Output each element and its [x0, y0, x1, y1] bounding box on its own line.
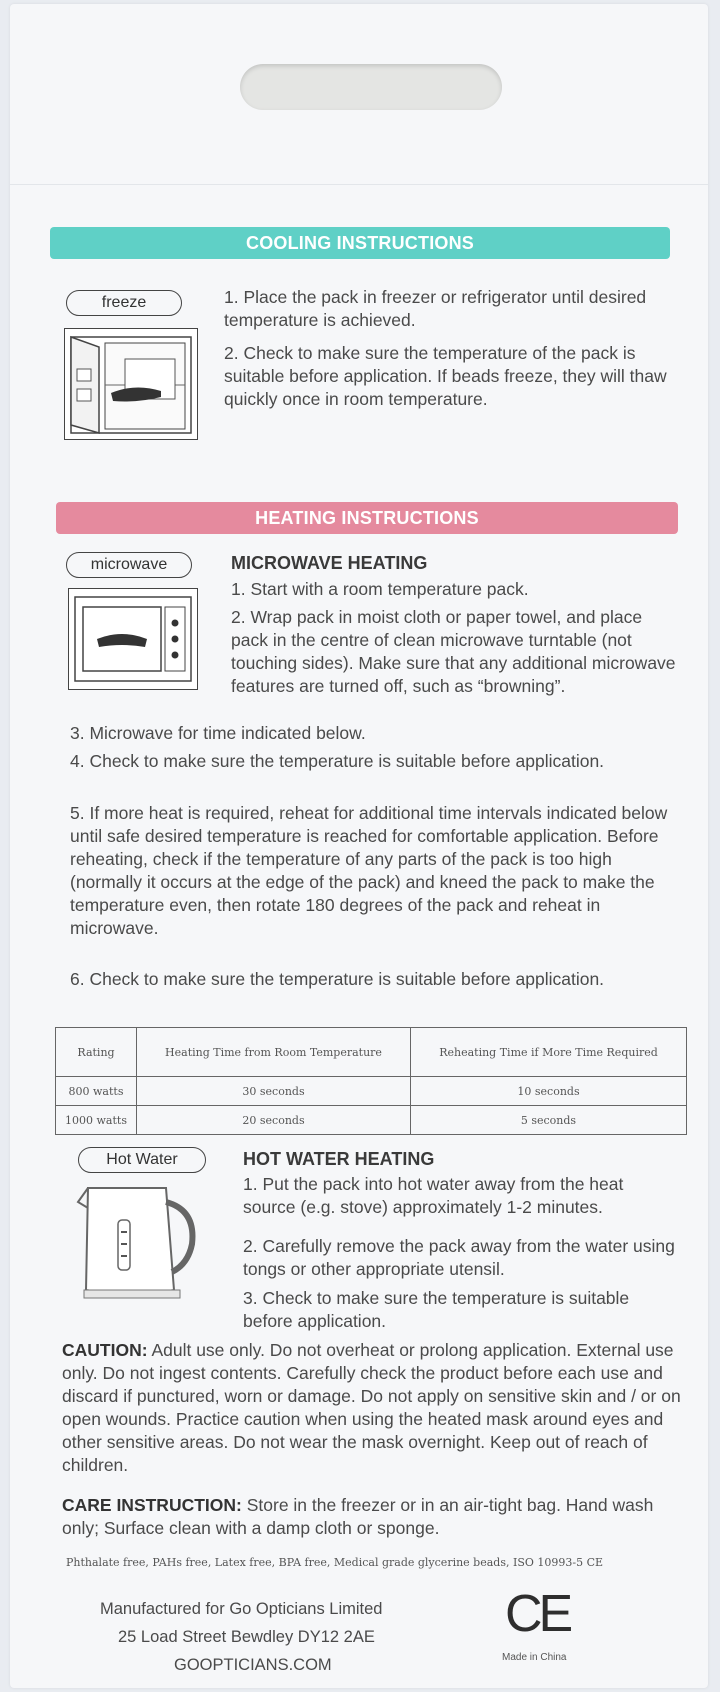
table-header: Rating	[56, 1028, 137, 1077]
freezer-icon	[64, 328, 198, 440]
table-cell: 30 seconds	[137, 1077, 411, 1106]
hot-water-step-2: 2. Carefully remove the pack away from the water using tongs or other appropriate utensil.	[243, 1236, 675, 1279]
microwave-step-4: 4. Check to make sure the temperature is suitable before application.	[70, 751, 605, 771]
table-row	[56, 1106, 687, 1135]
manufacturer-line: Manufactured for Go Opticians Limited	[100, 1600, 383, 1618]
hot-water-label	[78, 1147, 206, 1173]
table-cell: 5 seconds	[410, 1106, 686, 1135]
materials-note: Phthalate free, PAHs free, Latex free, BPA free, Medical grade glycerine beads, ISO 10993-5 CE	[66, 1556, 604, 1569]
cooling-step-1: 1. Place the pack in freezer or refrigerator until desired temperature is achieved.	[224, 287, 647, 330]
care-text	[62, 1494, 662, 1540]
care-label: CARE INSTRUCTION:	[62, 1495, 242, 1515]
table-header-row	[56, 1028, 687, 1077]
cooling-step-2: 2. Check to make sure the temperature of the pack is suitable before application. If beads freeze, they will thaw quickly once in room temperature.	[224, 343, 667, 409]
table-cell: 800 watts	[56, 1077, 137, 1106]
hot-water-step-1: 1. Put the pack into hot water away from the heat source (e.g. stove) approximately 1-2 minutes.	[243, 1174, 624, 1217]
table-header: Reheating Time if More Time Required	[410, 1028, 686, 1077]
kettle-icon	[74, 1180, 204, 1302]
microwave-icon	[68, 588, 198, 690]
microwave-heading: MICROWAVE HEATING	[231, 553, 428, 573]
website-line: GOOPTICIANS.COM	[174, 1656, 332, 1674]
caution-text	[62, 1339, 682, 1477]
cooling-instructions-bar	[50, 227, 670, 259]
table-cell: 10 seconds	[410, 1077, 686, 1106]
hang-hole	[240, 64, 502, 110]
hot-water-step-3: 3. Check to make sure the temperature is suitable before application.	[243, 1288, 630, 1331]
address-line: 25 Load Street Bewdley DY12 2AE	[118, 1628, 375, 1646]
microwave-step-5: 5. If more heat is required, reheat for additional time intervals indicated below until safe desired temperature is reached for comfortable application. Before reheating, check if the temperature of any parts of the pack is too high (normally it occurs at the edge of the pack) and kneed the pack to make the temperature even, then rotate 180 degrees of the pack and reheat in microwave.	[70, 803, 668, 938]
ce-mark: CE	[505, 1585, 570, 1643]
table-row	[56, 1077, 687, 1106]
table-cell: 20 seconds	[137, 1106, 411, 1135]
heating-instructions-bar	[56, 502, 678, 534]
caution-label: CAUTION:	[62, 1340, 148, 1360]
microwave-label-text: microwave	[90, 556, 168, 573]
fold-line	[10, 184, 708, 185]
microwave-step-1: 1. Start with a room temperature pack.	[231, 579, 529, 599]
hot-water-heading: HOT WATER HEATING	[243, 1149, 435, 1169]
table-cell: 1000 watts	[56, 1106, 137, 1135]
microwave-step-3: 3. Microwave for time indicated below.	[70, 723, 366, 743]
freeze-label-text: freeze	[101, 294, 147, 311]
freeze-label	[66, 290, 182, 316]
made-in-china: Made in China	[502, 1652, 567, 1663]
care-body: Store in the freezer or in an air-tight bag. Hand wash only; Surface clean with a damp cloth or sponge.	[62, 1495, 654, 1538]
cooling-title: COOLING INSTRUCTIONS	[246, 232, 474, 253]
microwave-step-2: 2. Wrap pack in moist cloth or paper towel, and place pack in the centre of clean microwave turntable (not touching sides). Make sure that any additional microwave features are turned off, such as “browning”.	[231, 607, 676, 696]
caution-body: Adult use only. Do not overheat or prolong application. External use only. Do not ingest contents. Carefully check the product before each use and discard if punctured, worn or damage. Do not apply on sensitive skin and / or on open wounds. Practice caution when using the heated mask around eyes and other sensitive areas. Do not wear the mask overnight. Keep out of reach of children.	[62, 1340, 681, 1475]
hot-water-label-text: Hot Water	[106, 1151, 178, 1168]
microwave-step-6: 6. Check to make sure the temperature is suitable before application.	[70, 969, 605, 989]
heating-title: HEATING INSTRUCTIONS	[255, 507, 479, 528]
microwave-label	[66, 552, 192, 578]
heating-time-table	[55, 1027, 687, 1135]
table-header: Heating Time from Room Temperature	[137, 1028, 411, 1077]
